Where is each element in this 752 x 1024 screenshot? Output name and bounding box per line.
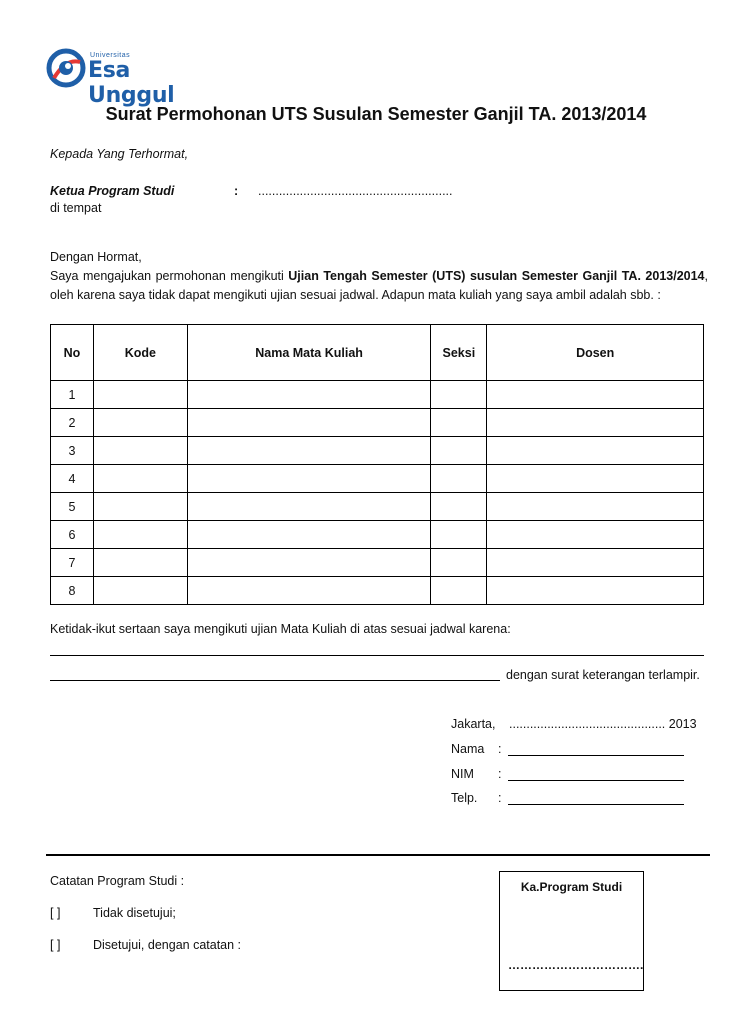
kaprodi-title: Ka.Program Studi [520,880,623,894]
name-field[interactable] [508,755,684,756]
option-2-checkbox[interactable]: [ ] [50,938,61,952]
option-1-checkbox[interactable]: [ ] [50,906,61,920]
kode-cell[interactable] [93,381,187,409]
table-row [51,437,704,465]
header-kode: Kode [93,325,187,381]
nama-cell[interactable] [187,521,431,549]
nim-colon: : [498,767,502,781]
table-header-row [51,325,704,381]
nama-cell[interactable] [187,381,431,409]
kode-cell[interactable] [93,409,187,437]
course-table [50,324,704,605]
table-row [51,381,704,409]
table-row [51,409,704,437]
option-1-label: Tidak disetujui; [93,906,176,920]
seksi-cell[interactable] [431,577,487,605]
logo-small-text: Universitas [90,52,131,59]
dosen-cell[interactable] [487,437,704,465]
greeting: Kepada Yang Terhormat, [50,147,189,161]
reason-line-1[interactable] [50,655,704,656]
seksi-cell[interactable] [431,493,487,521]
row-number: 7 [51,549,94,577]
row-number: 8 [51,577,94,605]
nama-cell[interactable] [187,465,431,493]
nama-cell[interactable] [187,493,431,521]
recipient-colon: : [234,184,239,198]
seksi-cell[interactable] [431,465,487,493]
university-logo [46,46,216,108]
kode-cell[interactable] [93,549,187,577]
logo-name: Esa Unggul [88,58,175,108]
header-nama-mata-kuliah: Nama Mata Kuliah [187,325,431,381]
dosen-cell[interactable] [487,577,704,605]
page-title: Surat Permohonan UTS Susulan Semester Ganjil TA. 2013/2014 [105,104,647,124]
option-2-label: Disetujui, dengan catatan : [93,938,242,952]
row-number: 6 [51,521,94,549]
row-number: 2 [51,409,94,437]
nim-label: NIM [451,767,474,781]
paragraph-part2: , oleh karena saya tidak dapat mengikuti ujian sesuai jadwal. Adapun mata kuliah yang saya ambil adalah sbb. : [50,269,708,302]
table-row [51,577,704,605]
seksi-cell[interactable] [431,409,487,437]
header-seksi: Seksi [431,325,487,381]
table-row [51,549,704,577]
header-dosen: Dosen [487,325,704,381]
kode-cell[interactable] [93,465,187,493]
telp-field[interactable] [508,804,684,805]
table-row [51,465,704,493]
table-row [51,521,704,549]
nim-field[interactable] [508,780,684,781]
dosen-cell[interactable] [487,549,704,577]
reason-text: Ketidak-ikut sertaan saya mengikuti ujian Mata Kuliah di atas sesuai jadwal karena: [50,622,511,636]
request-paragraph [50,267,708,305]
section-divider [46,854,710,856]
kaprodi-dots[interactable]: ……………………………. [508,958,644,972]
kode-cell[interactable] [93,437,187,465]
recipient-label: Ketua Program Studi [50,184,175,198]
dosen-cell[interactable] [487,493,704,521]
dosen-cell[interactable] [487,521,704,549]
date-dots[interactable]: ............................................. 2013 [509,717,697,731]
row-number: 5 [51,493,94,521]
paragraph-bold: Ujian Tengah Semester (UTS) susulan Semester Ganjil TA. 2013/2014 [288,269,705,283]
seksi-cell[interactable] [431,521,487,549]
kaprodi-signature-box [499,871,644,991]
seksi-cell[interactable] [431,381,487,409]
name-colon: : [498,742,502,756]
nama-cell[interactable] [187,437,431,465]
nama-cell[interactable] [187,577,431,605]
reason-line-2[interactable] [50,680,500,681]
paragraph-part1: Saya mengajukan permohonan mengikuti [50,269,289,283]
kode-cell[interactable] [93,577,187,605]
row-number: 4 [51,465,94,493]
dosen-cell[interactable] [487,409,704,437]
header-no: No [51,325,94,381]
telp-label: Telp. [451,791,478,805]
nama-cell[interactable] [187,549,431,577]
notes-title: Catatan Program Studi : [50,874,185,888]
kode-cell[interactable] [93,493,187,521]
seksi-cell[interactable] [431,437,487,465]
recipient-dots: ........................................................ [258,184,453,198]
telp-colon: : [498,791,502,805]
nama-cell[interactable] [187,409,431,437]
kode-cell[interactable] [93,521,187,549]
table-row [51,493,704,521]
dosen-cell[interactable] [487,465,704,493]
row-number: 3 [51,437,94,465]
row-number: 1 [51,381,94,409]
name-label: Nama [451,742,485,756]
reason-suffix: dengan surat keterangan terlampir. [506,668,700,682]
city-label: Jakarta, [451,717,496,731]
seksi-cell[interactable] [431,549,487,577]
recipient-place: di tempat [50,201,102,215]
opening: Dengan Hormat, [50,250,142,264]
dosen-cell[interactable] [487,381,704,409]
logo-swirl-icon [46,48,86,88]
